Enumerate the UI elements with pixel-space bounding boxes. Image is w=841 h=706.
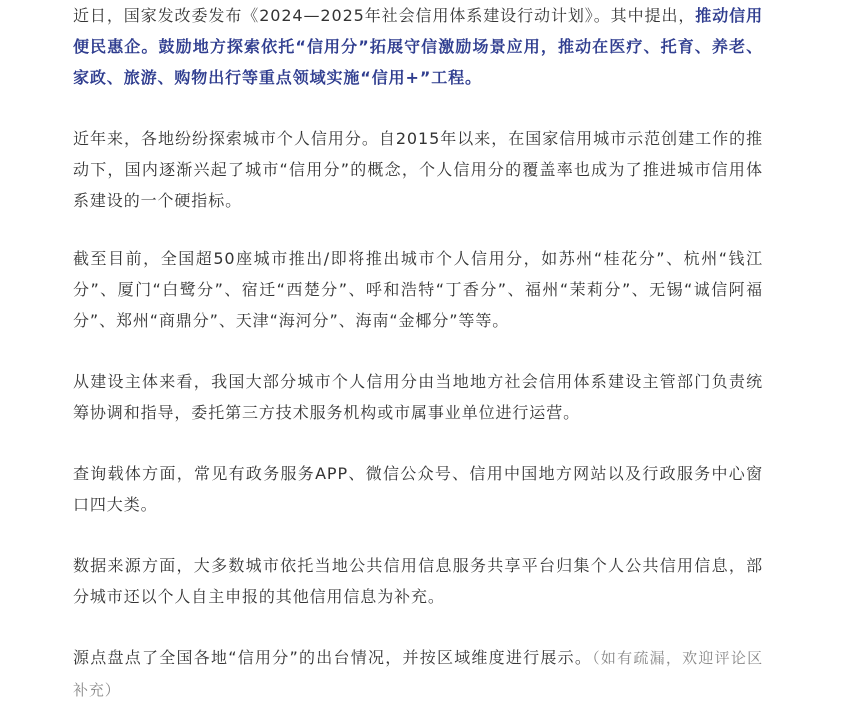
paragraph-credit-score-background: 近年来，各地纷纷探索城市个人信用分。自2015年以来，在国家信用城市示范创建工作的推动下，国内逐渐兴起了城市“信用分”的概念，个人信用分的覆盖率也成为了推进城市信用体系建设的一个硬指标。 [73,129,763,210]
paragraph-summary [73,642,763,706]
paragraph-plan-announcement [73,0,763,93]
article-body [73,0,763,706]
paragraph-query-channels: 查询载体方面，常见有政务服务APP、微信公众号、信用中国地方网站以及行政服务中心窗口四大类。 [73,464,763,514]
feedback-note: （如有疏漏，欢迎评论区补充） [73,649,763,699]
paragraph-construction-entity: 从建设主体来看，我国大部分城市个人信用分由当地地方社会信用体系建设主管部门负责统筹协调和指导，委托第三方技术服务机构或市属事业单位进行运营。 [73,372,763,422]
paragraph-city-examples: 截至目前，全国超50座城市推出/即将推出城市个人信用分，如苏州“桂花分”、杭州“钱江分”、厦门“白鹭分”、宿迁“西楚分”、呼和浩特“丁香分”、福州“茉莉分”、无锡“诚信阿福分”、郑州“商鼎分”、天津“海河分”、海南“金椰分”等等。 [73,249,763,330]
paragraph-data-sources: 数据来源方面，大多数城市依托当地公共信用信息服务共享平台归集个人公共信用信息，部分城市还以个人自主申报的其他信用信息为补充。 [73,556,763,606]
highlighted-policy-text: 推动信用便民惠企。鼓励地方探索依托“信用分”拓展守信激励场景应用，推动在医疗、托育、养老、家政、旅游、购物出行等重点领域实施“信用+”工程。 [73,6,763,87]
summary-text: 源点盘点了全国各地“信用分”的出台情况，并按区域维度进行展示。 [73,648,593,667]
paragraph-lead-text: 近日，国家发改委发布《2024—2025年社会信用体系建设行动计划》。其中提出， [73,6,696,25]
